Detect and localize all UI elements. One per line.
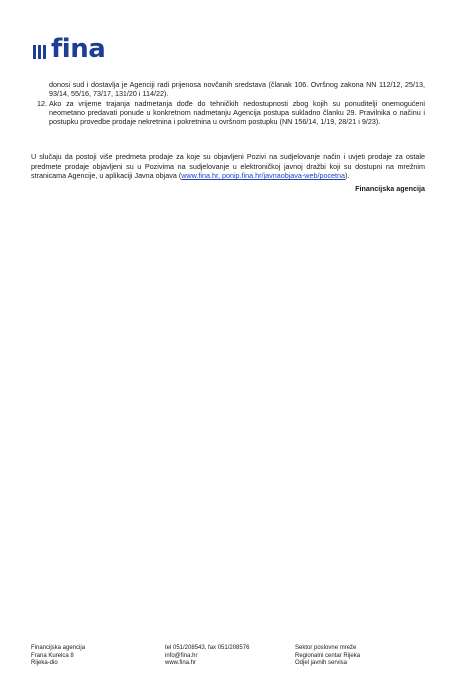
footer-line: Rijeka-dio — [31, 660, 58, 667]
footer-address — [31, 645, 165, 668]
list-item-number — [31, 80, 49, 99]
list-item-text: donosi sud i dostavlja je Agenciji radi prijenosa novčanih sredstava (članak 106. Ovršnog zakona NN 112/12, 25/13, 93/14, 55/16, 73/17, 131/20 i 114/22). — [49, 80, 425, 99]
footer-line: Odjel javnih servisa — [295, 660, 348, 667]
fina-logo — [33, 34, 106, 64]
footer-department — [295, 645, 425, 668]
paragraph-text: U slučaju da postoji više predmeta prodaje za koje su objavljeni Pozivi na sudjelovanje način i uvjeti prodaje za ostale predmete prodaje objavljeni su u Pozivima na sudjelovanje u elektroničkoj javnoj dražbi koji su dostupni na mrežnim stranicama Agencije, u aplikaciji Javna objava ( — [31, 152, 425, 181]
logo-text: fina — [51, 34, 106, 64]
footer-line: tel 051/208543, fax 051/208576 — [165, 645, 250, 651]
footer-line: www.fina.hr — [165, 660, 197, 667]
logo-bars-icon — [33, 45, 46, 61]
footer-line: Regionalni centar Rijeka — [295, 652, 361, 659]
footer-contact — [165, 645, 295, 668]
list-item-text: Ako za vrijeme trajanja nadmetanja dođe do tehničkih nedostupnosti zbog kojih su ponuditelji onemogućeni neometano predavati ponude u konkretnom nadmetanju Agencija postupa sukladno članku 29. Pravilnika o načinu i postupku provedbe prodaje nekretnina i pokretnina u ovršnom postupku (NN 156/14, 1/19, 28/21 i 9/23). — [49, 98, 425, 127]
document-body — [31, 80, 425, 194]
footer-line: info@fina.hr — [165, 652, 198, 659]
list-item — [31, 80, 425, 99]
closing-paragraph — [31, 152, 425, 180]
paragraph-text-end: ). — [345, 171, 350, 181]
list-item — [31, 99, 425, 127]
signature: Financijska agencija — [355, 184, 425, 194]
footer-line: Sektor poslovne mreže — [295, 645, 357, 651]
footer-line: Financijska agencija — [31, 645, 86, 651]
list-item-number: 12. — [37, 98, 47, 108]
page-footer — [31, 645, 425, 668]
javna-objava-link[interactable]: www.fina.hr, ponip.fina.hr/javnaobjava-web/pocetna — [181, 171, 346, 181]
footer-line: Frana Kurelca 8 — [31, 652, 74, 659]
